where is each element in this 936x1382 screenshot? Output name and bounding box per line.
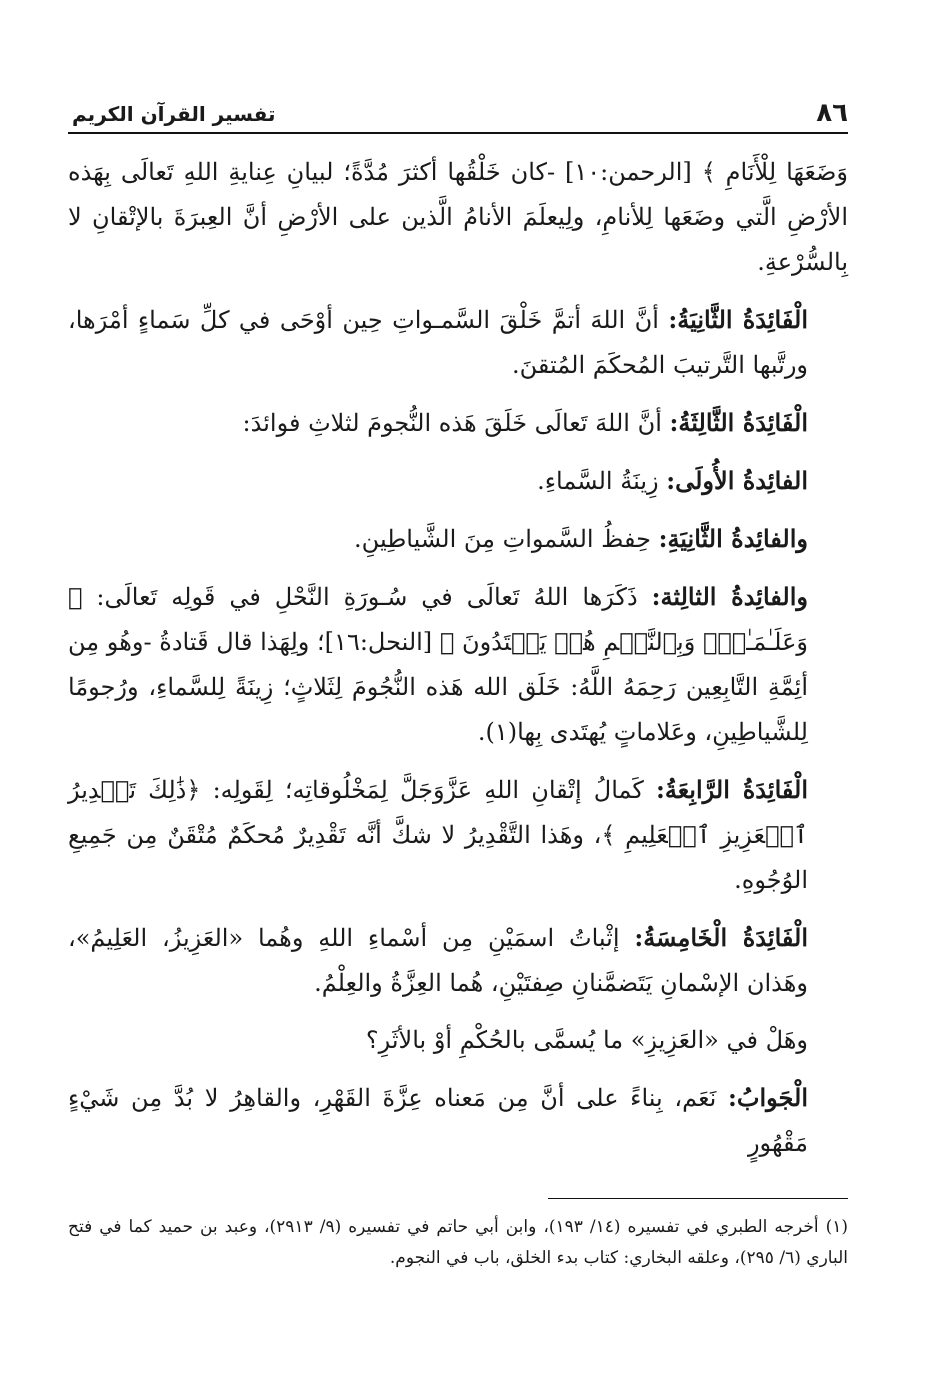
paragraph-lead: الْفَائِدَةُ الثَّانِيَةُ: [668,305,808,334]
paragraph-benefit-3 [68,400,848,446]
paragraph-lead: الْفَائِدَةُ الرَّابِعَةُ: [655,775,809,804]
paragraph-benefit-2 [68,297,848,388]
paragraph-text: حِفظُ السَّمواتِ مِنَ الشَّياطِينِ. [354,525,651,553]
paragraph-answer [68,1075,848,1166]
book-title: تفسير القرآن الكريم [72,102,276,126]
paragraph-benefit-4 [68,767,848,903]
paragraph-sub-benefit-1 [68,458,848,504]
page-number: ٨٦ [816,98,848,128]
paragraph-text: كَمالُ إتْقانِ اللهِ عَزَّوَجَلَّ لِمَخْلُوقاتِه؛ لِقَولِه: ﴿ذَٰلِكَ تَقۡدِيرُ ٱلۡعَزِيزِ ٱلۡعَلِيمِ ﴾، وهَذا التَّقْدِيرُ لا شكَّ أنَّه تَقْدِيرٌ مُحكَمٌ مُتْقَنٌ مِن جَمِيعِ الوُجُوهِ. [68,776,808,894]
body-text [68,150,848,1166]
footnote-separator [548,1198,848,1199]
paragraph-lead: الْجَوابُ: [728,1083,808,1112]
paragraph-lead: والفائِدةُ الثَّانِيَةِ: [658,524,808,553]
paragraph-benefit-5 [68,915,848,1006]
footnote [68,1212,848,1274]
paragraph-text: أنَّ اللهَ أتمَّ خَلْقَ السَّمـواتِ حِين أوْحَى في كلِّ سَماءٍ أمْرَها، ورتَّبها التَّرتيبَ المُحكَمَ المُتقنَ. [68,306,808,379]
paragraph-text: زِينَةُ السَّماءِ. [537,467,659,495]
running-header [68,92,848,134]
paragraph-lead: الفائِدةُ الأُولَى: [666,466,808,495]
footnote-text: (١) أخرجه الطبري في تفسيره (١٤/ ١٩٣)، وابن أبي حاتم في تفسيره (٩/ ٢٩١٣)، وعبد بن حميد كما في فتح الباري (٦/ ٢٩٥)، وعلقه البخاري: كتاب بدء الخلق، باب في النجوم. [68,1217,848,1268]
paragraph-lead: والفائِدةُ الثالِثة: [651,582,809,611]
paragraph-text: إثْباتُ اسمَيْنِ مِن أسْماءِ اللهِ وهُما «العَزِيزُ، العَلِيمُ»، وهَذان الإسْمانِ يَتَضمَّنانِ صِفتَيْنِ، هُما العِزَّةُ والعِلْمُ. [68,924,808,997]
paragraph-question [68,1018,848,1063]
paragraph-sub-benefit-3 [68,574,848,755]
paragraph-text: وهَلْ في «العَزِيزِ» ما يُسمَّى بالحُكْمِ أوْ بالأثَرِ؟ [365,1026,808,1054]
paragraph-text: ذَكَرَها اللهُ تَعالَى في سُـورَةِ النَّحْلِ في قَولِه تَعالَى: ﴿ وَعَلَـٰمَـٰتٍۚ وَبِٱلنَّجۡمِ هُمۡ يَهۡتَدُونَ ﴾ [النحل:١٦]؛ ولِهَذا قال قَتادةُ -وهُو مِن أئِمَّةِ التَّابِعِين رَحِمَهُ اللَّهُ: خَلَق الله هَذه النُّجُومَ لِثَلاثٍ؛ زِينَةً لِلسَّماءِ، ورُجومًا لِلشَّياطِينِ، وعَلاماتٍ يُهتَدى بِها(١). [68,583,808,746]
paragraph-text: أنَّ اللهَ تَعالَى خَلَقَ هَذه النُّجومَ لثلاثِ فوائدَ: [242,409,662,437]
paragraph-continuation [68,150,848,285]
page [68,92,848,1332]
paragraph-text: نَعَم، بِناءً على أنَّ مِن مَعناه عِزَّةَ القَهْرِ، والقاهِرُ لا بُدَّ مِن شَيْءٍ مَقْهُورٍ [68,1084,808,1157]
paragraph-lead: الْفَائِدَةُ الثَّالِثَةُ: [669,408,808,437]
paragraph-text: وَضَعَهَا لِلْأَنَامِ ﴾ [الرحمن:١٠] -كان خَلْقُها أكثرَ مُدَّةً؛ لبيانِ عِنايةِ اللهِ تَعالَى بِهَذه الأرْضِ الَّتي وضَعَها لِلأنامِ، ولِيعلَمَ الأنامُ الَّذين على الأرْضِ أنَّ العِبرَةَ بالإتْقانِ لا بِالسُّرْعةِ. [68,158,848,276]
paragraph-sub-benefit-2 [68,516,848,562]
paragraph-lead: الْفَائِدَةُ الْخَامِسَةُ: [634,923,808,952]
